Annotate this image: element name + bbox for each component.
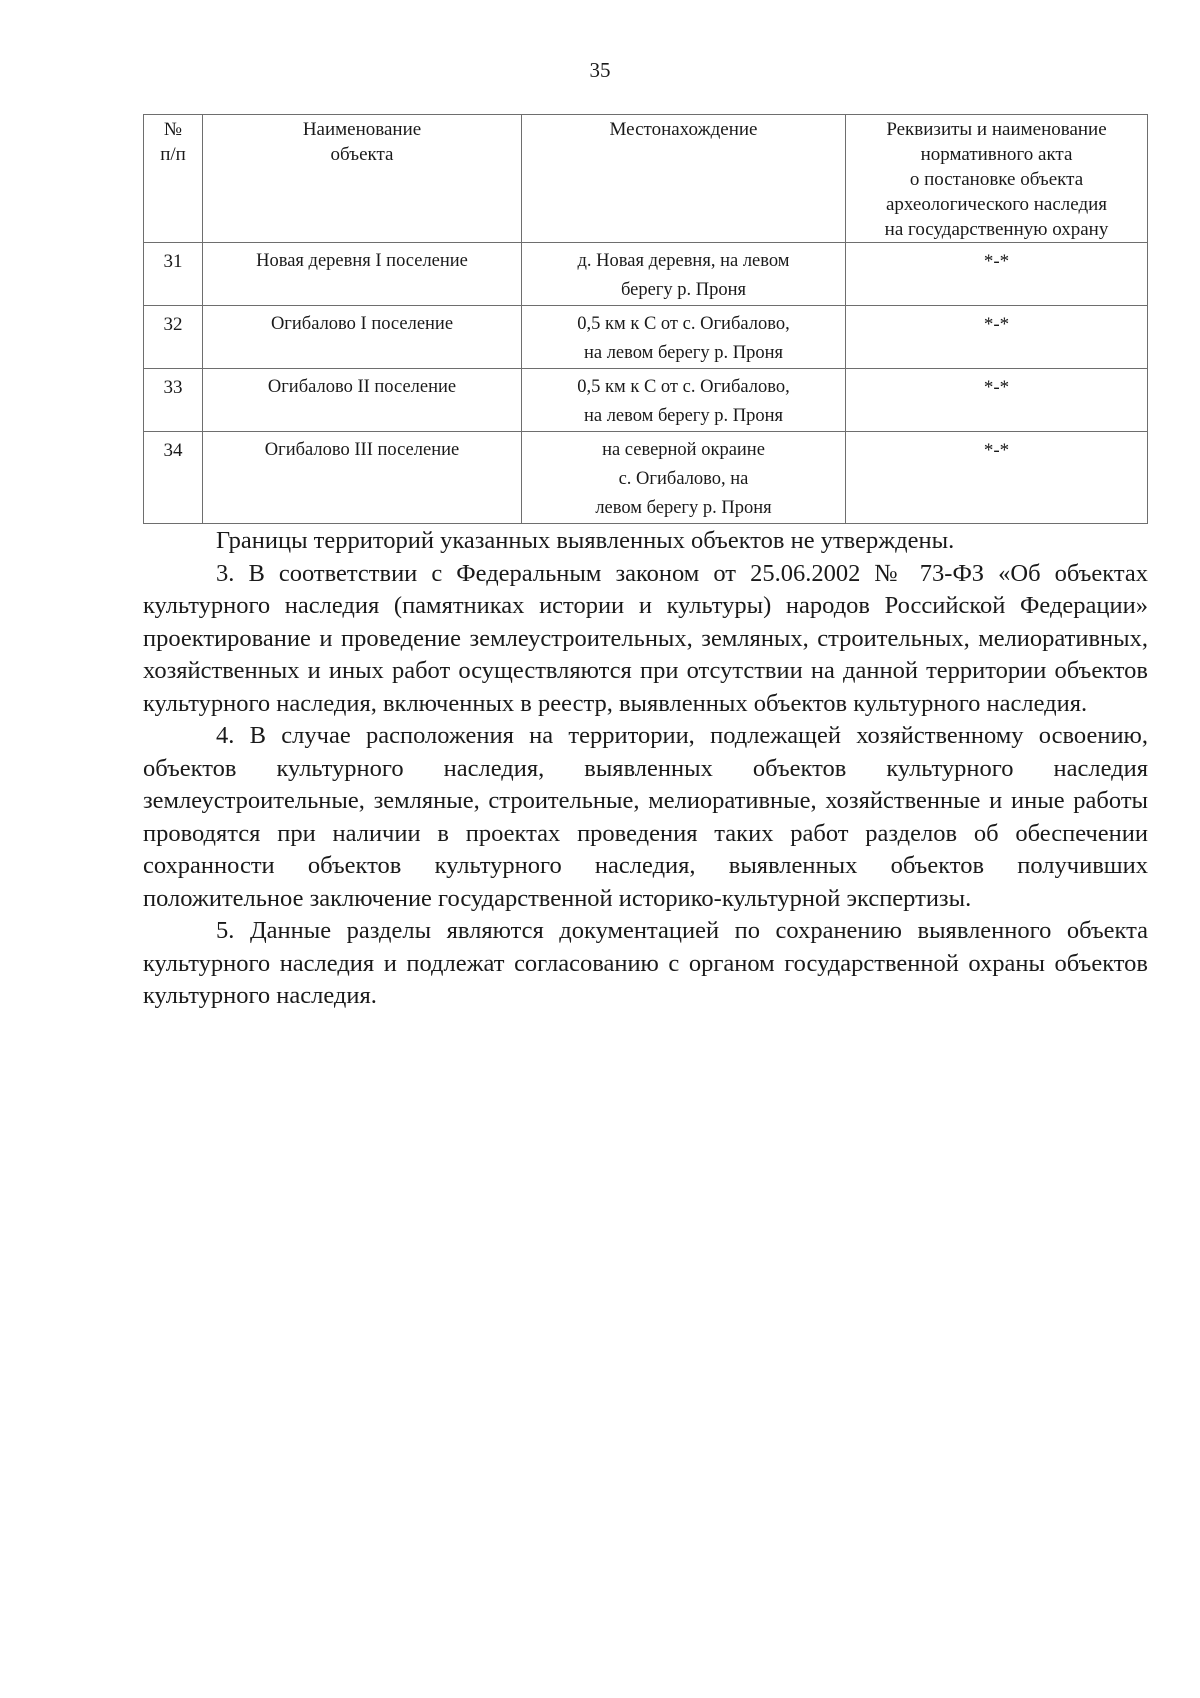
table-row <box>144 369 1148 432</box>
table-header-row <box>144 115 1148 243</box>
document-body <box>143 525 1148 1013</box>
header-requisites: Реквизиты и наименование нормативного акта о постановке объекта археологического наследия на государственную охрану <box>846 115 1148 243</box>
row-act: *-* <box>846 243 1148 306</box>
row-location: д. Новая деревня, на левом берегу р. Проня <box>522 243 846 306</box>
row-num: 32 <box>144 306 203 369</box>
row-num: 34 <box>144 432 203 524</box>
paragraph-3: 3. В соответствии с Федеральным законом от 25.06.2002 № 73-ФЗ «Об объектах культурного наследия (памятниках истории и культуры) народов Российской Федерации» проектирование и проведение землеустроительных, земляных, строительных, мелиоративных, хозяйственных и иных работ осуществляются при отсутствии на данной территории объектов культурного наследия, включенных в реестр, выявленных объектов культурного наследия. <box>143 559 1148 717</box>
header-num: № п/п <box>144 115 203 243</box>
header-location: Местонахождение <box>522 115 846 243</box>
row-location: 0,5 км к С от с. Огибалово, на левом берегу р. Проня <box>522 306 846 369</box>
row-name: Огибалово I поселение <box>203 306 522 369</box>
header-name: Наименование объекта <box>203 115 522 243</box>
page-number: 35 <box>589 58 611 82</box>
paragraph-4: 4. В случае расположения на территории, подлежащей хозяйственному освоению, объектов культурного наследия, выявленных объектов культурного наследия землеустроительные, земляные, строительные, мелиоративные, хозяйственные и иные работы проводятся при наличии в проектах проведения таких работ разделов об обеспечении сохранности объектов культурного наследия, выявленных объектов получивших положительное заключение государственной историко-культурной экспертизы. <box>143 722 1148 912</box>
paragraph-boundaries-note: Границы территорий указанных выявленных объектов не утверждены. <box>216 527 955 554</box>
row-location: на северной окраине с. Огибалово, на левом берегу р. Проня <box>522 432 846 524</box>
row-num: 31 <box>144 243 203 306</box>
row-name: Новая деревня I поселение <box>203 243 522 306</box>
table-row <box>144 432 1148 524</box>
row-location: 0,5 км к С от с. Огибалово, на левом берегу р. Проня <box>522 369 846 432</box>
table-row <box>144 306 1148 369</box>
row-act: *-* <box>846 306 1148 369</box>
row-act: *-* <box>846 369 1148 432</box>
paragraph-5: 5. Данные разделы являются документацией по сохранению выявленного объекта культурного наследия и подлежат согласованию с органом государственной охраны объектов культурного наследия. <box>143 917 1148 1009</box>
heritage-objects-table <box>143 114 1148 524</box>
table-row <box>144 243 1148 306</box>
row-name: Огибалово II поселение <box>203 369 522 432</box>
row-name: Огибалово III поселение <box>203 432 522 524</box>
row-act: *-* <box>846 432 1148 524</box>
row-num: 33 <box>144 369 203 432</box>
